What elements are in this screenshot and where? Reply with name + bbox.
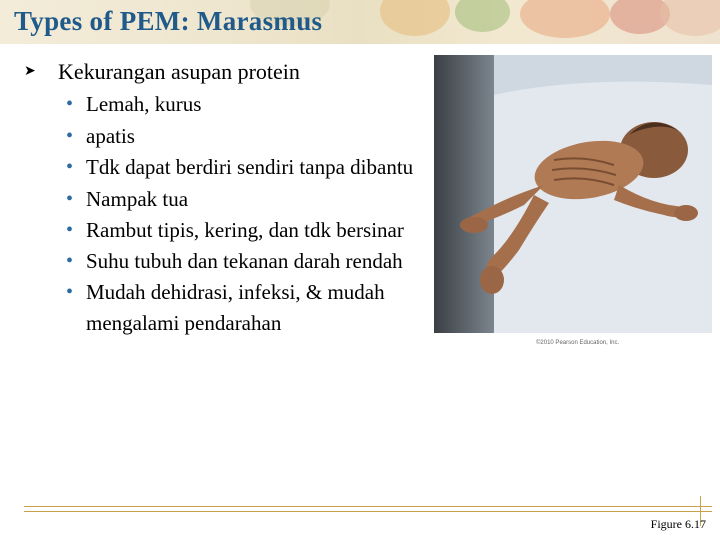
decorative-vegetable xyxy=(380,0,450,36)
dot-bullet-icon: • xyxy=(66,188,74,210)
figure-label: Figure 6.17 xyxy=(650,517,706,531)
child-figure-illustration xyxy=(434,55,712,333)
sub-bullet xyxy=(24,246,434,277)
sub-bullet xyxy=(24,120,434,152)
arrow-bullet-icon: ➤ xyxy=(24,64,36,79)
bullet-list xyxy=(24,56,434,339)
footer-rule-top xyxy=(24,506,712,507)
dot-bullet-icon: • xyxy=(66,93,74,115)
decorative-vegetable xyxy=(455,0,510,32)
dot-bullet-icon: • xyxy=(66,219,74,241)
dot-bullet-icon: • xyxy=(66,250,74,272)
main-bullet xyxy=(24,56,434,88)
dot-bullet-icon: • xyxy=(66,281,74,303)
sub-bullet-text: Mudah dehidrasi, infeksi, & mudah mengalami pendarahan xyxy=(86,280,385,335)
sub-bullet-text: Nampak tua xyxy=(86,187,189,211)
sub-bullet-text: Rambut tipis, kering, dan tdk bersinar xyxy=(86,218,404,242)
decorative-vegetable xyxy=(660,0,720,36)
slide-title: Types of PEM: Marasmus xyxy=(14,6,323,36)
main-bullet-text: Kekurangan asupan protein xyxy=(58,59,300,84)
sub-bullet-text: Suhu tubuh dan tekanan darah rendah xyxy=(86,249,403,273)
sub-bullet-text: Tdk dapat berdiri sendiri tanpa dibantu xyxy=(86,155,414,179)
dot-bullet-icon: • xyxy=(66,125,74,147)
sub-bullet xyxy=(24,152,434,183)
sub-bullet xyxy=(24,277,434,339)
sub-bullet xyxy=(24,215,434,246)
sub-bullet-text: apatis xyxy=(86,124,135,148)
sub-bullet xyxy=(24,88,434,120)
sub-bullet-list xyxy=(24,88,434,339)
sub-bullet xyxy=(24,183,434,215)
sub-bullet-text: Lemah, kurus xyxy=(86,92,202,116)
dot-bullet-icon: • xyxy=(66,156,74,178)
footer-rule-bottom xyxy=(24,511,712,512)
marasmus-child-photo xyxy=(434,55,712,333)
photo-copyright: ©2010 Pearson Education, Inc. xyxy=(536,340,620,346)
decorative-vegetable xyxy=(520,0,610,38)
